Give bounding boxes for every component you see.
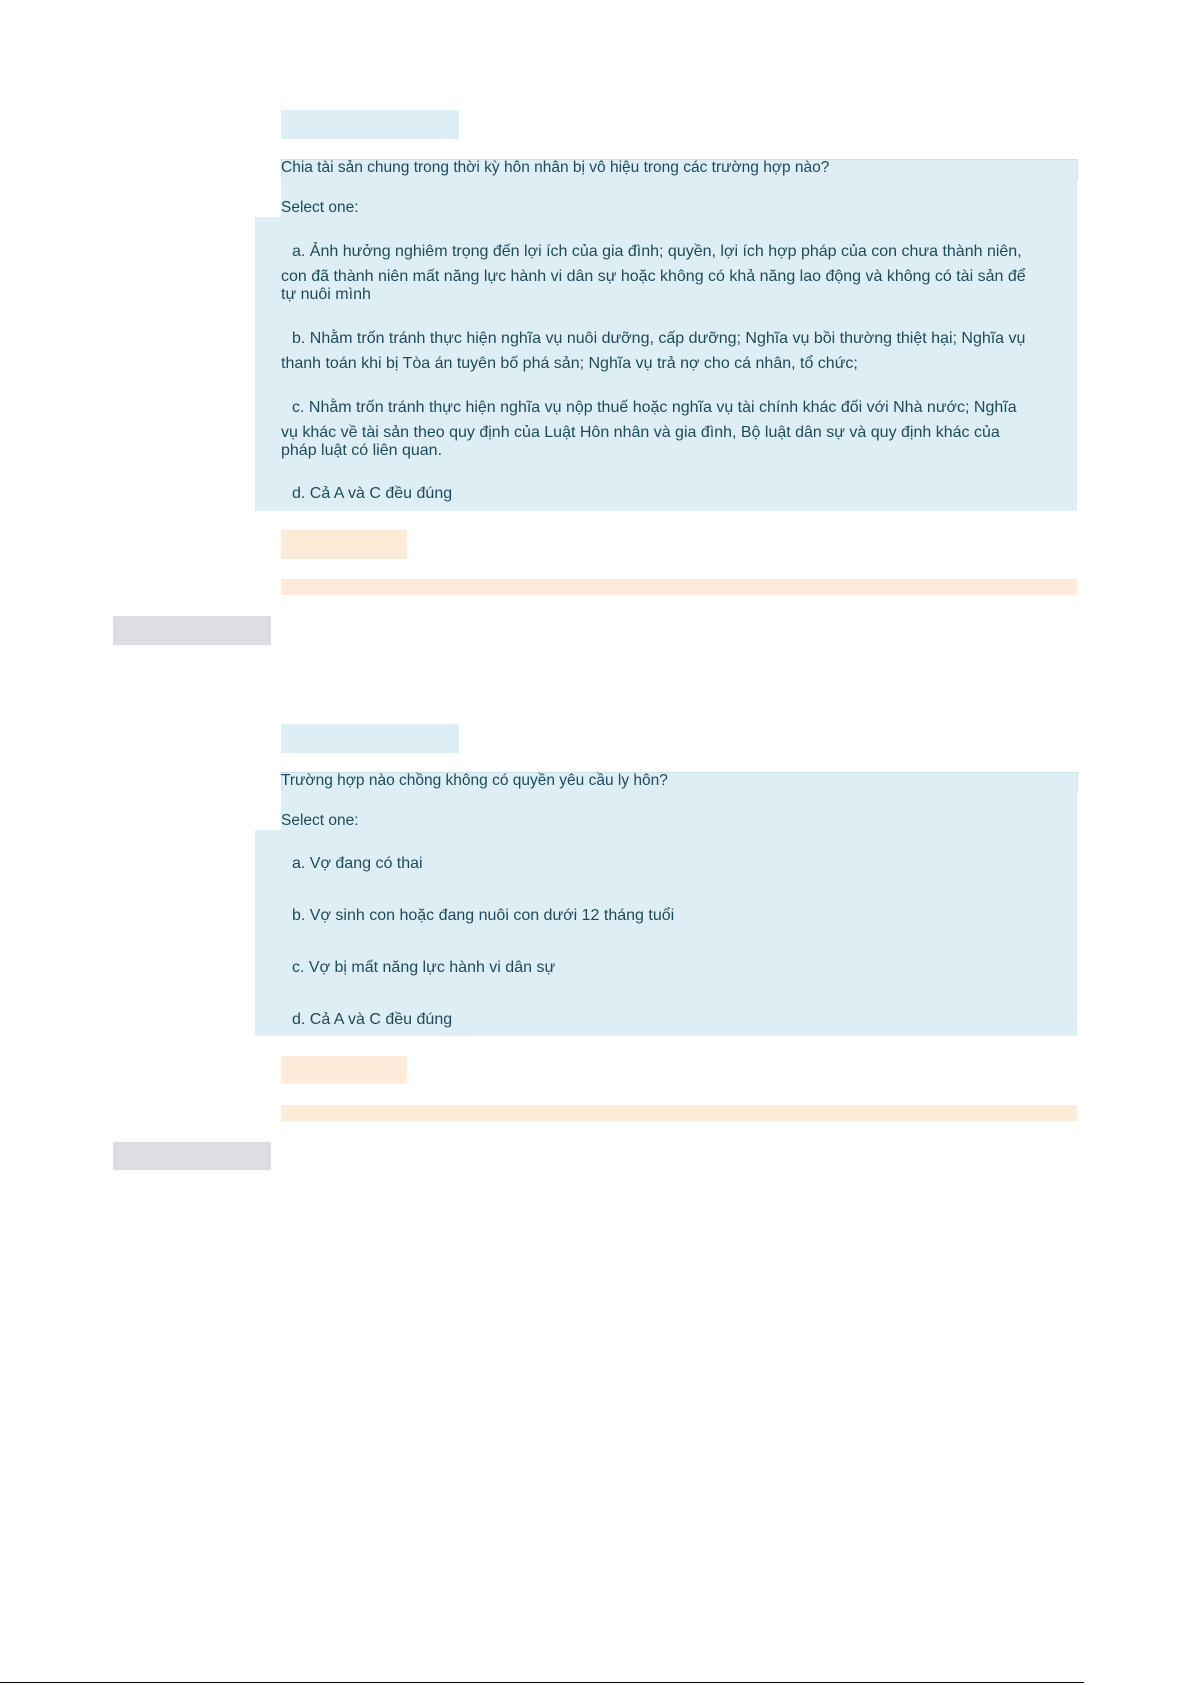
question-2-content-area xyxy=(281,790,1077,830)
question-2-feedback-bar xyxy=(281,1105,1077,1121)
question-2-option-c[interactable]: c. Vợ bị mất năng lực hành vi dân sự xyxy=(292,959,556,976)
question-2-select-label: Select one: xyxy=(281,812,359,829)
question-2-option-a[interactable]: a. Vợ đang có thai xyxy=(292,855,423,872)
option-b-line-2: thanh toán khi bị Tòa án tuyên bố phá sản; Nghĩa vụ trả nợ cho cá nhân, tổ chức; xyxy=(281,355,858,372)
option-a-line-2: con đã thành niên mất năng lực hành vi dân sự hoặc không có khả năng lao động và không có tài sản để xyxy=(281,268,1026,285)
question-2-option-b[interactable]: b. Vợ sinh con hoặc đang nuôi con dưới 12 tháng tuổi xyxy=(292,907,675,924)
question-2-info-header xyxy=(281,724,459,753)
question-2-feedback-label xyxy=(281,1056,407,1084)
question-1-info-header xyxy=(281,110,459,139)
option-c-line-2: vụ khác về tài sản theo quy định của Luật Hôn nhân và gia đình, Bộ luật dân sự và quy định khác của xyxy=(281,424,1000,441)
question-1-content-area xyxy=(281,177,1077,217)
option-c-line-3: pháp luật có liên quan. xyxy=(281,442,443,459)
question-1-feedback-label xyxy=(281,530,407,559)
question-1-select-label: Select one: xyxy=(281,199,359,216)
option-a-line-1: a. Ảnh hưởng nghiêm trọng đến lợi ích của gia đình; quyền, lợi ích hợp pháp của con chưa thành niên, xyxy=(292,243,1022,260)
page-footer-rule xyxy=(0,1682,1084,1683)
question-1-nav-tab[interactable] xyxy=(113,616,271,645)
question-2-text: Trường hợp nào chồng không có quyền yêu cầu ly hôn? xyxy=(281,772,668,789)
option-b-line-1: b. Nhằm trốn tránh thực hiện nghĩa vụ nuôi dưỡng, cấp dưỡng; Nghĩa vụ bồi thường thiệt hại; Nghĩa vụ xyxy=(292,330,1026,347)
question-1-feedback-bar xyxy=(281,579,1077,595)
option-c-line-1: c. Nhằm trốn tránh thực hiện nghĩa vụ nộp thuế hoặc nghĩa vụ tài chính khác đối với Nhà nước; Nghĩa xyxy=(292,399,1017,416)
question-1-text: Chia tài sản chung trong thời kỳ hôn nhân bị vô hiệu trong các trường hợp nào? xyxy=(281,159,830,176)
question-2-option-d[interactable]: d. Cả A và C đều đúng xyxy=(292,1011,453,1028)
option-d-line-1: d. Cả A và C đều đúng xyxy=(292,485,453,502)
question-2-nav-tab[interactable] xyxy=(113,1142,271,1170)
option-a-line-3: tự nuôi mình xyxy=(281,286,371,303)
